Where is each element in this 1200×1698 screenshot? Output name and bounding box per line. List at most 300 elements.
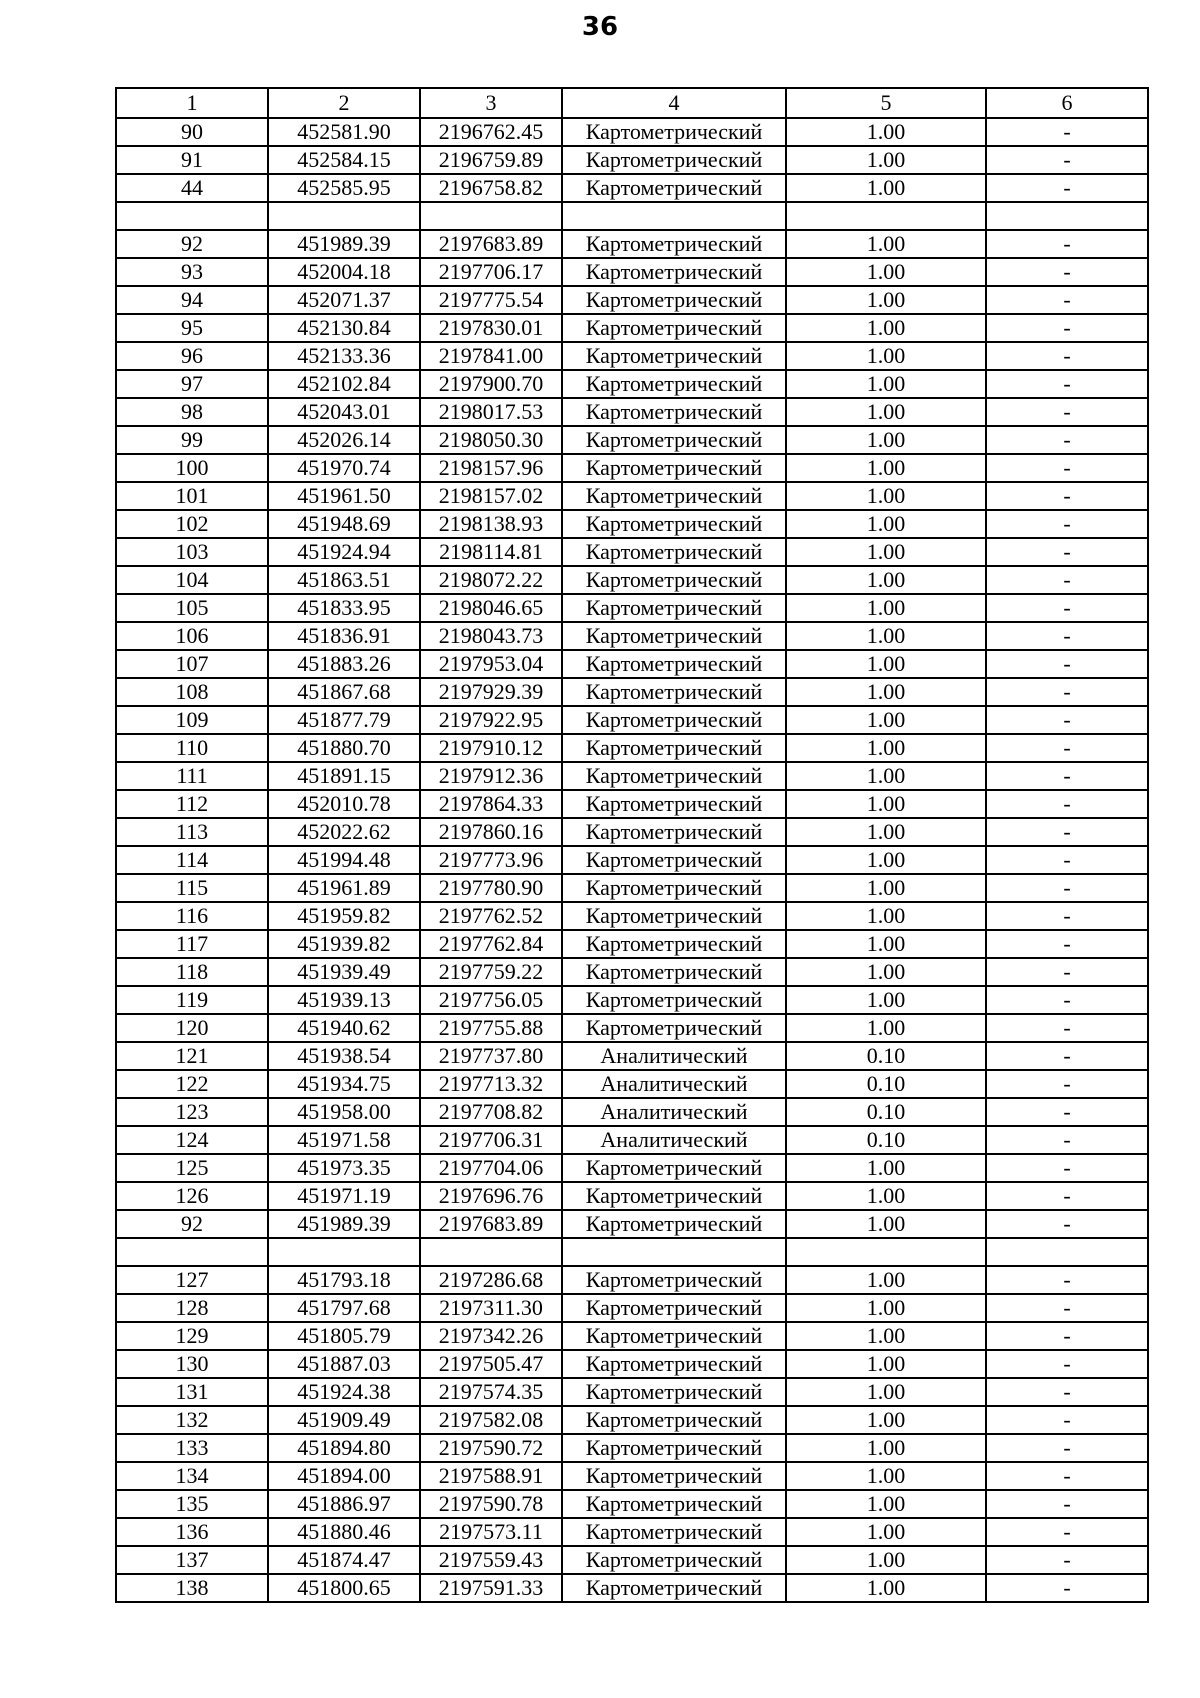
x-coordinate-cell: 451894.80 [268,1434,420,1462]
table-row [116,1210,1148,1238]
point-number-cell [116,1238,268,1266]
method-cell: Картометрический [562,902,786,930]
x-coordinate-cell: 451970.74 [268,454,420,482]
point-number-cell [116,202,268,230]
method-cell: Картометрический [562,314,786,342]
x-coordinate-cell: 452585.95 [268,174,420,202]
point-number-cell: 105 [116,594,268,622]
method-cell: Картометрический [562,1322,786,1350]
point-number-cell: 129 [116,1322,268,1350]
method-cell: Картометрический [562,734,786,762]
x-coordinate-cell: 452130.84 [268,314,420,342]
description-cell: - [986,650,1148,678]
table-row [116,538,1148,566]
y-coordinate-cell: 2197342.26 [420,1322,562,1350]
x-coordinate-cell: 451909.49 [268,1406,420,1434]
y-coordinate-cell: 2197762.84 [420,930,562,958]
table-row [116,958,1148,986]
accuracy-cell: 1.00 [786,286,986,314]
y-coordinate-cell: 2197773.96 [420,846,562,874]
table-row [116,1322,1148,1350]
point-number-cell: 115 [116,874,268,902]
x-coordinate-cell: 452004.18 [268,258,420,286]
accuracy-cell: 1.00 [786,1322,986,1350]
table-header-row [116,88,1148,118]
method-cell: Картометрический [562,846,786,874]
table-row [116,1518,1148,1546]
accuracy-cell: 1.00 [786,314,986,342]
accuracy-cell: 1.00 [786,258,986,286]
point-number-cell: 102 [116,510,268,538]
accuracy-cell: 1.00 [786,1406,986,1434]
y-coordinate-cell: 2197582.08 [420,1406,562,1434]
point-number-cell: 106 [116,622,268,650]
y-coordinate-cell: 2197286.68 [420,1266,562,1294]
x-coordinate-cell: 451973.35 [268,1154,420,1182]
y-coordinate-cell: 2198050.30 [420,426,562,454]
accuracy-cell: 1.00 [786,538,986,566]
y-coordinate-cell: 2197573.11 [420,1518,562,1546]
y-coordinate-cell: 2198157.02 [420,482,562,510]
description-cell: - [986,1182,1148,1210]
x-coordinate-cell: 451880.46 [268,1518,420,1546]
accuracy-cell: 1.00 [786,734,986,762]
description-cell: - [986,1434,1148,1462]
accuracy-cell: 1.00 [786,1294,986,1322]
description-cell: - [986,846,1148,874]
x-coordinate-cell: 451863.51 [268,566,420,594]
method-cell: Картометрический [562,958,786,986]
y-coordinate-cell: 2197929.39 [420,678,562,706]
method-cell: Картометрический [562,1462,786,1490]
x-coordinate-cell: 452043.01 [268,398,420,426]
x-coordinate-cell: 452071.37 [268,286,420,314]
description-cell: - [986,426,1148,454]
accuracy-cell: 1.00 [786,1014,986,1042]
x-coordinate-cell: 451883.26 [268,650,420,678]
x-coordinate-cell: 451971.19 [268,1182,420,1210]
table-row [116,398,1148,426]
x-coordinate-cell: 451894.00 [268,1462,420,1490]
x-coordinate-cell: 451961.89 [268,874,420,902]
description-cell: - [986,1294,1148,1322]
accuracy-cell: 1.00 [786,230,986,258]
method-cell: Картометрический [562,1182,786,1210]
description-cell: - [986,1154,1148,1182]
x-coordinate-cell: 451886.97 [268,1490,420,1518]
point-number-cell: 122 [116,1070,268,1098]
accuracy-cell: 1.00 [786,594,986,622]
y-coordinate-cell: 2197704.06 [420,1154,562,1182]
accuracy-cell: 1.00 [786,1378,986,1406]
description-cell: - [986,510,1148,538]
accuracy-cell: 1.00 [786,1490,986,1518]
y-coordinate-cell: 2197953.04 [420,650,562,678]
accuracy-cell: 1.00 [786,1210,986,1238]
point-number-cell: 103 [116,538,268,566]
table-row [116,314,1148,342]
table-row [116,1406,1148,1434]
table-row [116,510,1148,538]
accuracy-cell: 1.00 [786,1154,986,1182]
x-coordinate-cell: 451874.47 [268,1546,420,1574]
table-row [116,370,1148,398]
column-header-5: 5 [786,88,986,118]
table-row [116,146,1148,174]
accuracy-cell: 1.00 [786,846,986,874]
method-cell: Картометрический [562,118,786,146]
table-row [116,986,1148,1014]
method-cell: Картометрический [562,594,786,622]
point-number-cell: 123 [116,1098,268,1126]
y-coordinate-cell: 2198157.96 [420,454,562,482]
description-cell: - [986,734,1148,762]
point-number-cell: 133 [116,1434,268,1462]
accuracy-cell: 1.00 [786,1546,986,1574]
y-coordinate-cell: 2198043.73 [420,622,562,650]
page-number: 36 [581,12,619,42]
y-coordinate-cell: 2197830.01 [420,314,562,342]
y-coordinate-cell: 2197860.16 [420,818,562,846]
x-coordinate-cell: 451939.82 [268,930,420,958]
method-cell: Картометрический [562,678,786,706]
method-cell: Аналитический [562,1126,786,1154]
column-header-3: 3 [420,88,562,118]
description-cell: - [986,398,1148,426]
accuracy-cell: 1.00 [786,762,986,790]
description-cell: - [986,1098,1148,1126]
x-coordinate-cell: 452133.36 [268,342,420,370]
y-coordinate-cell: 2197706.17 [420,258,562,286]
description-cell: - [986,818,1148,846]
x-coordinate-cell: 451793.18 [268,1266,420,1294]
description-cell: - [986,146,1148,174]
point-number-cell: 100 [116,454,268,482]
accuracy-cell: 0.10 [786,1098,986,1126]
x-coordinate-cell: 451939.13 [268,986,420,1014]
accuracy-cell: 0.10 [786,1070,986,1098]
y-coordinate-cell: 2196762.45 [420,118,562,146]
accuracy-cell: 1.00 [786,678,986,706]
y-coordinate-cell: 2197311.30 [420,1294,562,1322]
point-number-cell: 93 [116,258,268,286]
method-cell: Картометрический [562,986,786,1014]
point-number-cell: 137 [116,1546,268,1574]
description-cell: - [986,1490,1148,1518]
method-cell: Картометрический [562,1210,786,1238]
table-row [116,930,1148,958]
table-row [116,650,1148,678]
accuracy-cell: 1.00 [786,426,986,454]
table-row [116,594,1148,622]
method-cell: Картометрический [562,1154,786,1182]
accuracy-cell: 1.00 [786,818,986,846]
accuracy-cell: 1.00 [786,1574,986,1602]
accuracy-cell: 1.00 [786,1462,986,1490]
point-number-cell: 121 [116,1042,268,1070]
accuracy-cell: 1.00 [786,706,986,734]
method-cell: Картометрический [562,146,786,174]
y-coordinate-cell: 2197756.05 [420,986,562,1014]
method-cell: Картометрический [562,1406,786,1434]
point-number-cell: 134 [116,1462,268,1490]
x-coordinate-cell: 451948.69 [268,510,420,538]
table-row [116,734,1148,762]
point-number-cell: 138 [116,1574,268,1602]
y-coordinate-cell: 2197780.90 [420,874,562,902]
table-row [116,1546,1148,1574]
table-row [116,1098,1148,1126]
point-number-cell: 111 [116,762,268,790]
accuracy-cell: 1.00 [786,650,986,678]
table-row [116,454,1148,482]
point-number-cell: 104 [116,566,268,594]
method-cell: Картометрический [562,1350,786,1378]
method-cell: Картометрический [562,706,786,734]
method-cell: Картометрический [562,454,786,482]
column-header-2: 2 [268,88,420,118]
table-row [116,874,1148,902]
accuracy-cell: 1.00 [786,146,986,174]
x-coordinate-cell: 451959.82 [268,902,420,930]
table-row [116,846,1148,874]
accuracy-cell: 1.00 [786,1350,986,1378]
method-cell: Картометрический [562,1518,786,1546]
y-coordinate-cell: 2197588.91 [420,1462,562,1490]
method-cell: Картометрический [562,258,786,286]
y-coordinate-cell: 2197713.32 [420,1070,562,1098]
column-header-4: 4 [562,88,786,118]
table-row [116,342,1148,370]
y-coordinate-cell: 2197759.22 [420,958,562,986]
x-coordinate-cell: 451800.65 [268,1574,420,1602]
y-coordinate-cell: 2197696.76 [420,1182,562,1210]
x-coordinate-cell: 451867.68 [268,678,420,706]
point-number-cell: 130 [116,1350,268,1378]
point-number-cell: 44 [116,174,268,202]
point-number-cell: 92 [116,1210,268,1238]
point-number-cell: 113 [116,818,268,846]
y-coordinate-cell: 2197683.89 [420,230,562,258]
point-number-cell: 101 [116,482,268,510]
table-row [116,1294,1148,1322]
method-cell: Картометрический [562,1294,786,1322]
x-coordinate-cell: 451994.48 [268,846,420,874]
table-row [116,1126,1148,1154]
x-coordinate-cell: 451836.91 [268,622,420,650]
table-row [116,1378,1148,1406]
y-coordinate-cell: 2197505.47 [420,1350,562,1378]
accuracy-cell: 1.00 [786,566,986,594]
x-coordinate-cell: 451971.58 [268,1126,420,1154]
point-number-cell: 90 [116,118,268,146]
y-coordinate-cell: 2197706.31 [420,1126,562,1154]
point-number-cell: 91 [116,146,268,174]
y-coordinate-cell [420,1238,562,1266]
table-row [116,1042,1148,1070]
accuracy-cell: 1.00 [786,986,986,1014]
point-number-cell: 116 [116,902,268,930]
accuracy-cell [786,202,986,230]
description-cell: - [986,1518,1148,1546]
table-row [116,482,1148,510]
point-number-cell: 124 [116,1126,268,1154]
method-cell: Картометрический [562,398,786,426]
description-cell: - [986,342,1148,370]
description-cell: - [986,1378,1148,1406]
table-row [116,286,1148,314]
method-cell: Картометрический [562,874,786,902]
description-cell: - [986,286,1148,314]
method-cell: Картометрический [562,818,786,846]
accuracy-cell: 1.00 [786,370,986,398]
description-cell: - [986,1070,1148,1098]
method-cell: Картометрический [562,762,786,790]
description-cell: - [986,118,1148,146]
x-coordinate-cell: 451989.39 [268,230,420,258]
method-cell: Картометрический [562,1546,786,1574]
x-coordinate-cell [268,202,420,230]
x-coordinate-cell: 452584.15 [268,146,420,174]
point-number-cell: 110 [116,734,268,762]
description-cell: - [986,482,1148,510]
point-number-cell: 127 [116,1266,268,1294]
accuracy-cell: 1.00 [786,174,986,202]
accuracy-cell: 1.00 [786,398,986,426]
method-cell: Картометрический [562,1378,786,1406]
y-coordinate-cell: 2198046.65 [420,594,562,622]
description-cell: - [986,1210,1148,1238]
point-number-cell: 131 [116,1378,268,1406]
table-row [116,790,1148,818]
table-row [116,902,1148,930]
method-cell: Картометрический [562,566,786,594]
x-coordinate-cell [268,1238,420,1266]
point-number-cell: 118 [116,958,268,986]
x-coordinate-cell: 451938.54 [268,1042,420,1070]
method-cell: Картометрический [562,790,786,818]
accuracy-cell: 0.10 [786,1126,986,1154]
method-cell [562,202,786,230]
method-cell: Картометрический [562,930,786,958]
description-cell: - [986,1126,1148,1154]
method-cell: Аналитический [562,1042,786,1070]
accuracy-cell: 1.00 [786,454,986,482]
x-coordinate-cell: 452022.62 [268,818,420,846]
y-coordinate-cell: 2197574.35 [420,1378,562,1406]
description-cell: - [986,762,1148,790]
y-coordinate-cell: 2197683.89 [420,1210,562,1238]
x-coordinate-cell: 451891.15 [268,762,420,790]
point-number-cell: 107 [116,650,268,678]
description-cell: - [986,678,1148,706]
column-header-6: 6 [986,88,1148,118]
table-row [116,1350,1148,1378]
description-cell: - [986,1350,1148,1378]
accuracy-cell: 1.00 [786,874,986,902]
description-cell: - [986,594,1148,622]
point-number-cell: 97 [116,370,268,398]
description-cell [986,202,1148,230]
method-cell: Картометрический [562,342,786,370]
y-coordinate-cell: 2197590.78 [420,1490,562,1518]
point-number-cell: 108 [116,678,268,706]
description-cell: - [986,622,1148,650]
table-row [116,202,1148,230]
x-coordinate-cell: 451805.79 [268,1322,420,1350]
method-cell: Картометрический [562,230,786,258]
description-cell: - [986,538,1148,566]
accuracy-cell: 1.00 [786,790,986,818]
description-cell: - [986,1322,1148,1350]
column-header-1: 1 [116,88,268,118]
table-row [116,1154,1148,1182]
y-coordinate-cell: 2197591.33 [420,1574,562,1602]
x-coordinate-cell: 451940.62 [268,1014,420,1042]
description-cell: - [986,174,1148,202]
description-cell: - [986,1546,1148,1574]
table-row [116,818,1148,846]
table-row [116,566,1148,594]
x-coordinate-cell: 451934.75 [268,1070,420,1098]
method-cell: Картометрический [562,510,786,538]
table-row [116,230,1148,258]
method-cell: Картометрический [562,482,786,510]
x-coordinate-cell: 451833.95 [268,594,420,622]
coordinates-table [115,87,1149,1603]
description-cell: - [986,902,1148,930]
description-cell: - [986,1042,1148,1070]
x-coordinate-cell: 451880.70 [268,734,420,762]
y-coordinate-cell: 2197755.88 [420,1014,562,1042]
point-number-cell: 114 [116,846,268,874]
description-cell: - [986,790,1148,818]
table-row [116,678,1148,706]
y-coordinate-cell: 2197762.52 [420,902,562,930]
description-cell: - [986,1266,1148,1294]
description-cell: - [986,370,1148,398]
description-cell: - [986,1574,1148,1602]
description-cell: - [986,874,1148,902]
y-coordinate-cell: 2197559.43 [420,1546,562,1574]
description-cell: - [986,258,1148,286]
point-number-cell: 125 [116,1154,268,1182]
y-coordinate-cell: 2198017.53 [420,398,562,426]
y-coordinate-cell: 2197841.00 [420,342,562,370]
method-cell: Картометрический [562,426,786,454]
accuracy-cell: 1.00 [786,510,986,538]
table-row [116,1182,1148,1210]
table-row [116,1462,1148,1490]
point-number-cell: 119 [116,986,268,1014]
y-coordinate-cell: 2198138.93 [420,510,562,538]
y-coordinate-cell: 2197864.33 [420,790,562,818]
x-coordinate-cell: 451797.68 [268,1294,420,1322]
table-row [116,1070,1148,1098]
method-cell: Картометрический [562,1434,786,1462]
point-number-cell: 136 [116,1518,268,1546]
method-cell: Картометрический [562,1490,786,1518]
description-cell: - [986,1406,1148,1434]
accuracy-cell: 1.00 [786,1266,986,1294]
description-cell: - [986,566,1148,594]
description-cell: - [986,986,1148,1014]
table-row [116,762,1148,790]
point-number-cell: 95 [116,314,268,342]
description-cell: - [986,930,1148,958]
table-row [116,1238,1148,1266]
description-cell: - [986,314,1148,342]
